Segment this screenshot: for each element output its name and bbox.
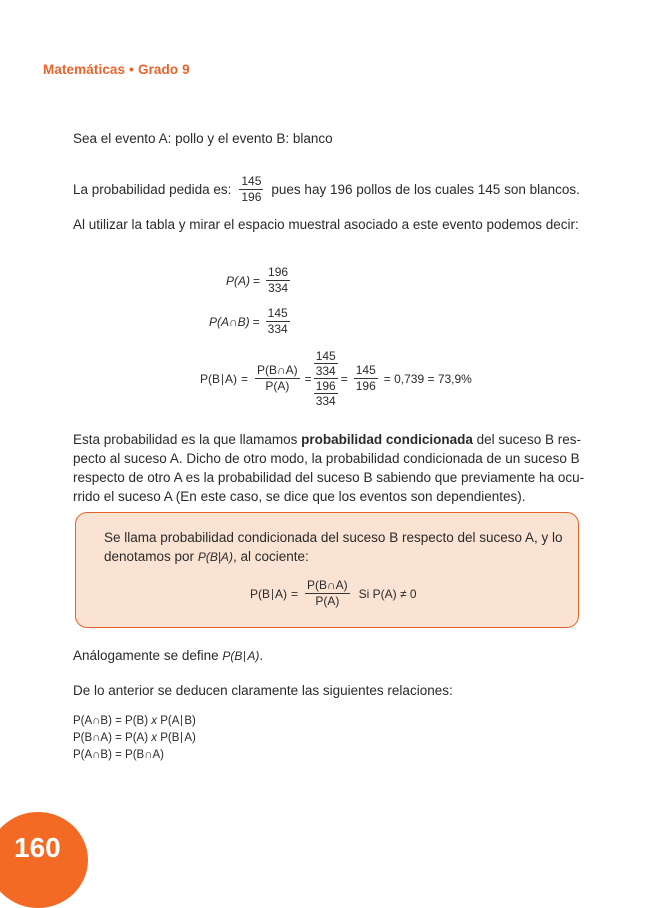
header-dot: •	[129, 62, 134, 77]
equation-pa	[226, 265, 293, 296]
equation-pab	[209, 306, 293, 337]
box-condition: Si P(A) ≠ 0	[358, 586, 417, 601]
eq3-compound-fraction	[314, 349, 338, 408]
analog-definition: Análogamente se define P(B A).	[73, 648, 264, 663]
relation-1: P(A∩B) = P(B) x P(A B)	[73, 715, 196, 727]
relation-3: P(A∩B) = P(B∩A)	[73, 749, 164, 761]
eq2-lhs: P(A∩B)	[209, 314, 250, 329]
grade-label: Grado 9	[137, 62, 190, 77]
box-den: P(A)	[315, 594, 340, 608]
page-header	[43, 62, 190, 77]
relations-intro: De lo anterior se deducen claramente las siguientes relaciones:	[73, 683, 453, 698]
subject-label: Matemáticas	[43, 62, 126, 77]
eq2-fraction	[266, 306, 290, 337]
box-lhs: P(B A)	[250, 586, 288, 601]
box-line-2: denotamos por P(B|A), al cociente:	[104, 549, 309, 564]
eq3-equals-2: =	[304, 371, 312, 386]
eq3-equals-1: =	[241, 371, 249, 386]
box-fraction	[305, 578, 350, 609]
eq1-fraction	[266, 265, 290, 296]
eq1-num: 196	[268, 265, 289, 279]
prob-fraction	[239, 174, 263, 205]
box-equals: =	[291, 586, 299, 601]
probability-statement	[73, 174, 580, 205]
eq3-result: = 0,739 = 73,9%	[383, 371, 472, 386]
prob-fraction-num: 145	[241, 174, 262, 188]
definition-box-text	[104, 528, 564, 567]
eq3-f3-num: 145	[355, 363, 376, 377]
prob-fraction-den: 196	[241, 190, 262, 204]
eq1-den: 334	[268, 281, 289, 295]
prob-text-after: pues hay 196 pollos de los cuales 145 son blancos.	[271, 182, 580, 197]
eq3-lhs: P(B A)	[200, 371, 238, 386]
eq3-fraction-numeric	[354, 363, 378, 394]
eq1-equals: =	[253, 273, 261, 288]
eq2-num: 145	[267, 306, 288, 320]
event-definition: Sea el evento A: pollo y el evento B: blanco	[73, 131, 333, 146]
table-statement: Al utilizar la tabla y mirar el espacio muestral asociado a este evento podemos decir:	[73, 217, 579, 232]
eq3-fraction-symbolic	[255, 363, 300, 394]
eq2-equals: =	[252, 314, 260, 329]
eq3-equals-3: =	[340, 371, 348, 386]
eq1-lhs: P(A)	[226, 273, 250, 288]
box-line-1: Se llama probabilidad condicionada del suceso B respecto del suceso A, y lo	[104, 530, 563, 545]
box-num: P(B∩A)	[307, 578, 348, 592]
definition-paragraph: Esta probabilidad es la que llamamos probabilidad condicionada del suceso B res- pecto al suceso A. Dicho de otro modo, la probabilidad condicionada de un suceso B respecto de otro A es la probabilidad del suceso B sabiendo que previamente ha ocu- rrido el suceso A (En este caso, se dice que los eventos son dependientes).	[73, 432, 585, 504]
page-number: 160	[14, 832, 61, 863]
eq3-f1-num: P(B∩A)	[257, 363, 298, 377]
equation-conditional	[200, 349, 472, 408]
box-formula	[250, 578, 417, 609]
eq3-f3-den: 196	[355, 379, 376, 393]
relation-2: P(B∩A) = P(A) x P(B A)	[73, 732, 196, 744]
eq2-den: 334	[267, 322, 288, 336]
eq3-compound-den: 196 334	[315, 379, 336, 408]
eq3-f1-den: P(A)	[265, 379, 290, 393]
eq3-compound-num: 145 334	[315, 349, 336, 378]
term-bold: probabilidad condicionada	[301, 432, 473, 447]
prob-text-before: La probabilidad pedida es:	[73, 182, 232, 197]
